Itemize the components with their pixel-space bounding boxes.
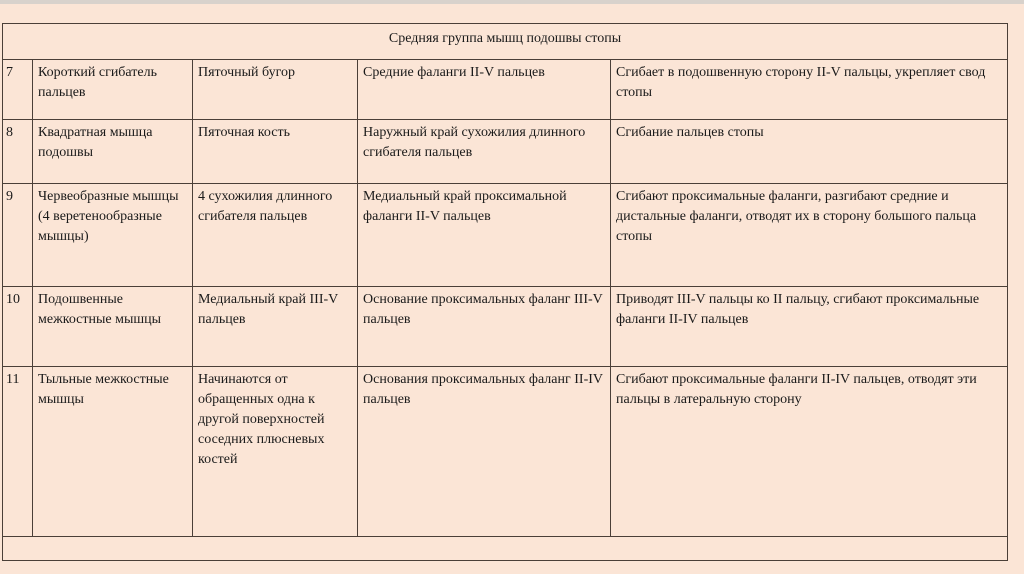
row-number: 9	[3, 184, 33, 287]
table-row	[3, 287, 1008, 367]
table-title: Средняя группа мышц подошвы стопы	[3, 24, 1008, 60]
table-row	[3, 367, 1008, 537]
top-divider	[0, 0, 1024, 4]
muscle-insertion: Средние фаланги II-V пальцев	[358, 60, 611, 120]
table-row	[3, 184, 1008, 287]
muscle-name: Короткий сгибатель пальцев	[33, 60, 193, 120]
muscles-table	[2, 23, 1008, 561]
muscle-origin: Медиальный край III-V пальцев	[193, 287, 358, 367]
empty-cell	[3, 537, 1008, 561]
muscle-function: Сгибают проксимальные фаланги II-IV пальцев, отводят эти пальцы в латеральную сторону	[611, 367, 1008, 537]
row-number: 7	[3, 60, 33, 120]
row-number: 8	[3, 120, 33, 184]
muscle-function: Сгибает в подошвенную сторону II-V пальцы, укрепляет свод стопы	[611, 60, 1008, 120]
muscle-insertion: Основание проксимальных фаланг III-V пальцев	[358, 287, 611, 367]
muscle-origin: Начинаются от обращенных одна к другой поверхностей соседних плюсневых костей	[193, 367, 358, 537]
muscle-insertion: Наружный край сухожилия длинного сгибателя пальцев	[358, 120, 611, 184]
muscle-function: Сгибают проксимальные фаланги, разгибают средние и дистальные фаланги, отводят их в сторону большого пальца стопы	[611, 184, 1008, 287]
muscle-name: Тыльные межкостные мышцы	[33, 367, 193, 537]
table-empty-row	[3, 537, 1008, 561]
muscle-name: Подошвенные межкостные мышцы	[33, 287, 193, 367]
table-row	[3, 120, 1008, 184]
table-title-row	[3, 24, 1008, 60]
muscle-name: Квадратная мышца подошвы	[33, 120, 193, 184]
row-number: 10	[3, 287, 33, 367]
muscle-origin: 4 сухожилия длинного сгибателя пальцев	[193, 184, 358, 287]
muscle-insertion: Основания проксимальных фаланг II-IV пальцев	[358, 367, 611, 537]
muscle-name: Червеобразные мышцы (4 веретенообразные мышцы)	[33, 184, 193, 287]
muscle-origin: Пяточная кость	[193, 120, 358, 184]
table-row	[3, 60, 1008, 120]
muscle-origin: Пяточный бугор	[193, 60, 358, 120]
row-number: 11	[3, 367, 33, 537]
muscle-function: Приводят III-V пальцы ко II пальцу, сгибают проксимальные фаланги II-IV пальцев	[611, 287, 1008, 367]
muscle-insertion: Медиальный край проксимальной фаланги II-V пальцев	[358, 184, 611, 287]
muscle-function: Сгибание пальцев стопы	[611, 120, 1008, 184]
